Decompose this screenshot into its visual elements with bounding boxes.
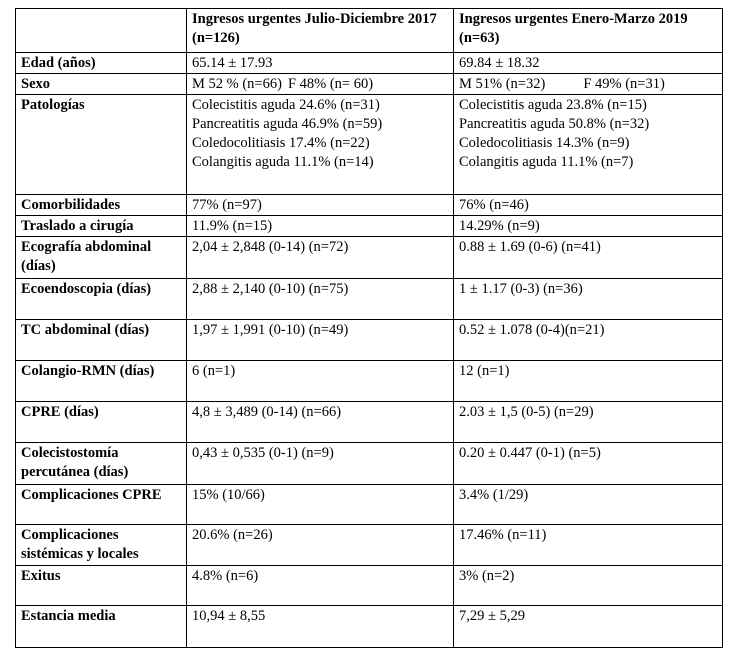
cell-2017: 2,04 ± 2,848 (0-14) (n=72) (187, 237, 454, 279)
cell-2017: 11.9% (n=15) (187, 216, 454, 237)
cell-2017 (187, 95, 454, 195)
cell-2019: 76% (n=46) (454, 195, 723, 216)
header-cell-2017: Ingresos urgentes Julio-Diciembre 2017 (n=126) (187, 9, 454, 53)
row-label: Exitus (16, 566, 187, 606)
header-cell-empty (16, 9, 187, 53)
patologia-item: Colecistitis aguda 24.6% (n=31) (192, 97, 380, 113)
row-label: Sexo (16, 74, 187, 95)
cell-2019: 12 (n=1) (454, 361, 723, 402)
data-table (15, 8, 723, 648)
patologia-item: Colecistitis aguda 23.8% (n=15) (459, 97, 647, 113)
header-cell-2019: Ingresos urgentes Enero-Marzo 2019 (n=63) (454, 9, 723, 53)
table-row-sexo (16, 74, 723, 95)
sexo-male-2019: M 51% (n=32) (459, 76, 546, 92)
table-row-comorbilidades (16, 195, 723, 216)
row-label: Ecoendoscopia (días) (16, 279, 187, 320)
row-label: Comorbilidades (16, 195, 187, 216)
table-row-edad (16, 53, 723, 74)
cell-2017: 20.6% (n=26) (187, 525, 454, 566)
row-label: Estancia media (16, 606, 187, 648)
cell-2017: 6 (n=1) (187, 361, 454, 402)
cell-2019: 17.46% (n=11) (454, 525, 723, 566)
cell-2017: 0,43 ± 0,535 (0-1) (n=9) (187, 443, 454, 485)
cell-2019 (454, 95, 723, 195)
table-row-ecoendoscopia (16, 279, 723, 320)
cell-2019: 0.52 ± 1.078 (0-4)(n=21) (454, 320, 723, 361)
table-row-traslado (16, 216, 723, 237)
cell-2017: 2,88 ± 2,140 (0-10) (n=75) (187, 279, 454, 320)
sexo-female-2019: F 49% (n=31) (583, 76, 665, 92)
cell-2017: 10,94 ± 8,55 (187, 606, 454, 648)
cell-2019: 3% (n=2) (454, 566, 723, 606)
table-row-colangio (16, 361, 723, 402)
patologia-item: Coledocolitiasis 17.4% (n=22) (192, 135, 370, 151)
table-row-complicaciones-cpre (16, 485, 723, 525)
cell-2019: 1 ± 1.17 (0-3) (n=36) (454, 279, 723, 320)
cell-2017: 4.8% (n=6) (187, 566, 454, 606)
cell-2019: 0.20 ± 0.447 (0-1) (n=5) (454, 443, 723, 485)
table-row-cpre (16, 402, 723, 443)
row-label: Edad (años) (16, 53, 187, 74)
row-label: TC abdominal (días) (16, 320, 187, 361)
cell-2019: 0.88 ± 1.69 (0-6) (n=41) (454, 237, 723, 279)
table-row-exitus (16, 566, 723, 606)
cell-2017: 77% (n=97) (187, 195, 454, 216)
table-row-patologias (16, 95, 723, 195)
table-row-colecistostomia (16, 443, 723, 485)
patologia-item: Coledocolitiasis 14.3% (n=9) (459, 135, 630, 151)
table-row-ecografia (16, 237, 723, 279)
row-label: Colangio-RMN (días) (16, 361, 187, 402)
patologia-item: Colangitis aguda 11.1% (n=14) (192, 154, 374, 170)
row-label: CPRE (días) (16, 402, 187, 443)
table-row-estancia (16, 606, 723, 648)
patologia-item: Pancreatitis aguda 50.8% (n=32) (459, 116, 650, 132)
cell-2017: 4,8 ± 3,489 (0-14) (n=66) (187, 402, 454, 443)
row-label: Ecografía abdominal (días) (16, 237, 187, 279)
patologia-item: Pancreatitis aguda 46.9% (n=59) (192, 116, 383, 132)
cell-2017: 65.14 ± 17.93 (187, 53, 454, 74)
cell-2019: 14.29% (n=9) (454, 216, 723, 237)
cell-2017: 15% (10/66) (187, 485, 454, 525)
cell-2019: 69.84 ± 18.32 (454, 53, 723, 74)
row-label: Patologías (16, 95, 187, 195)
row-label: Complicaciones CPRE (16, 485, 187, 525)
cell-2019: 7,29 ± 5,29 (454, 606, 723, 648)
patologia-item: Colangitis aguda 11.1% (n=7) (459, 154, 634, 170)
cell-2019: 2.03 ± 1,5 (0-5) (n=29) (454, 402, 723, 443)
cell-2019 (454, 74, 723, 95)
sexo-male-2017: M 52 % (n=66) (192, 76, 282, 92)
cell-2019: 3.4% (1/29) (454, 485, 723, 525)
table-row-complicaciones-sistemicas (16, 525, 723, 566)
row-label: Colecistostomía percutánea (días) (16, 443, 187, 485)
sexo-female-2017: F 48% (n= 60) (287, 76, 374, 92)
table-row-tc (16, 320, 723, 361)
cell-2017: 1,97 ± 1,991 (0-10) (n=49) (187, 320, 454, 361)
cell-2017 (187, 74, 454, 95)
row-label: Traslado a cirugía (16, 216, 187, 237)
header-row (16, 9, 723, 53)
row-label: Complicaciones sistémicas y locales (16, 525, 187, 566)
